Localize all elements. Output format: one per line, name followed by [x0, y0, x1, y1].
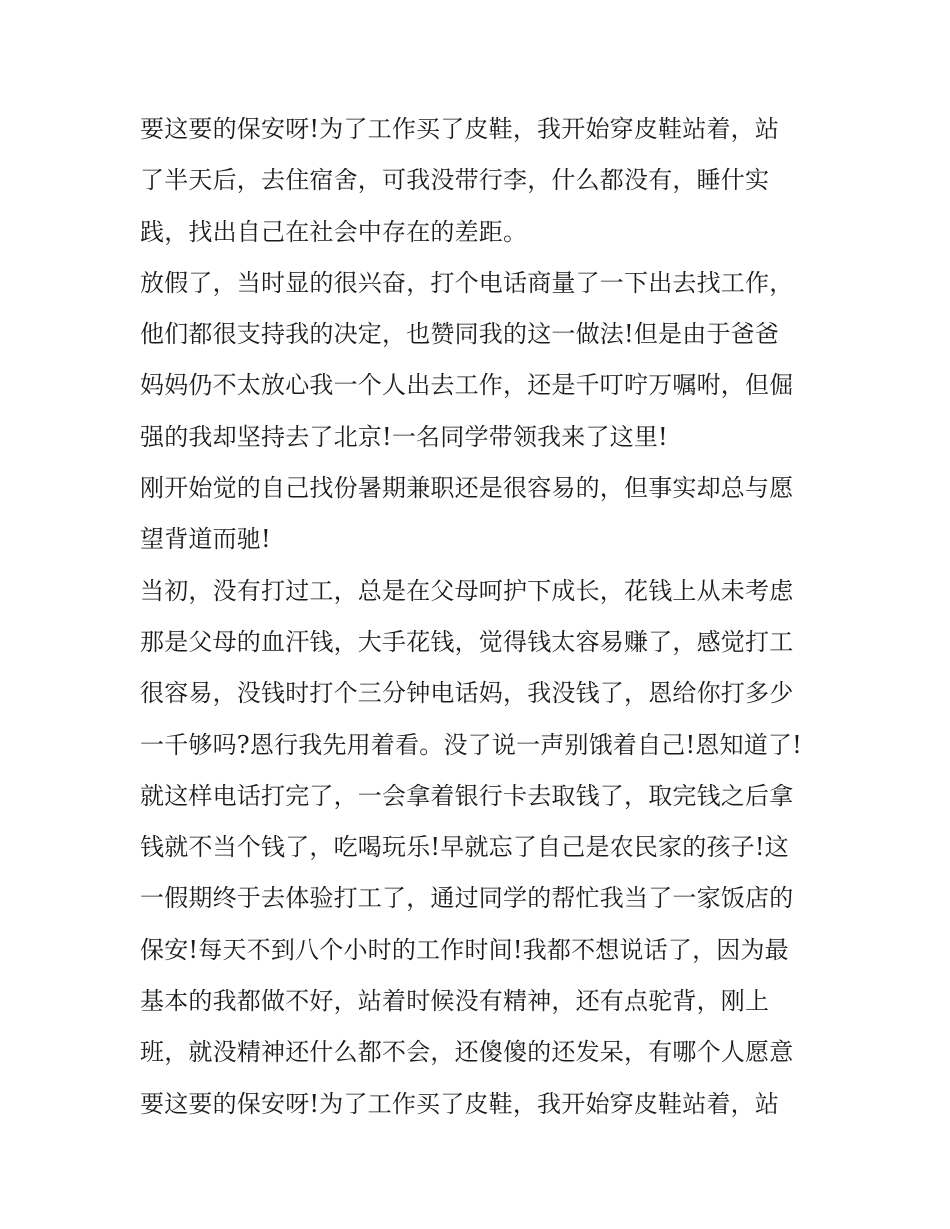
text-line: 了半天后，去住宿舍，可我没带行李，什么都没有，睡什实 [140, 166, 770, 195]
text-line: 望背道而驰! [140, 525, 271, 554]
text-line: 刚开始觉的自己找份暑期兼职还是很容易的，但事实却总与愿 [140, 474, 794, 503]
text-line: 很容易，没钱时打个三分钟电话妈，我没钱了，恩给你打多少 [140, 679, 794, 708]
body-text [140, 104, 830, 1130]
text-line: 要这要的保安呀!为了工作买了皮鞋，我开始穿皮鞋站着，站 [140, 115, 780, 143]
text-line: 强的我却坚持去了北京!一名同学带领我来了这里! [140, 422, 668, 451]
text-line: 放假了，当时显的很兴奋，打个电话商量了一下出去找工作， [140, 268, 794, 297]
text-line: 妈妈仍不太放心我一个人出去工作，还是千叮咛万嘱咐，但倔 [140, 371, 794, 400]
text-line: 基本的我都做不好，站着时候没有精神，还有点驼背，刚上 [140, 987, 770, 1016]
text-line: 一千够吗?恩行我先用着看。没了说一声别饿着自己!恩知道了! [140, 730, 802, 759]
text-line: 要这要的保安呀!为了工作买了皮鞋，我开始穿皮鞋站着，站 [140, 1089, 780, 1118]
text-line: 那是父母的血汗钱，大手花钱，觉得钱太容易赚了，感觉打工 [140, 627, 794, 656]
text-line: 班，就没精神还什么都不会，还傻傻的还发呆，有哪个人愿意 [140, 1038, 794, 1067]
text-line: 践，找出自己在社会中存在的差距。 [140, 217, 528, 246]
text-line: 当初，没有打过工，总是在父母呵护下成长，花钱上从未考虑 [140, 576, 794, 605]
text-line: 钱就不当个钱了，吃喝玩乐!早就忘了自己是农民家的孩子!这 [140, 833, 789, 862]
text-line: 一假期终于去体验打工了，通过同学的帮忙我当了一家饭店的 [140, 884, 794, 913]
text-line: 他们都很支持我的决定，也赞同我的这一做法!但是由于爸爸 [140, 320, 780, 349]
text-line: 就这样电话打完了，一会拿着银行卡去取钱了，取完钱之后拿 [140, 781, 794, 810]
text-line: 保安!每天不到八个小时的工作时间!我都不想说话了，因为最 [140, 935, 789, 964]
